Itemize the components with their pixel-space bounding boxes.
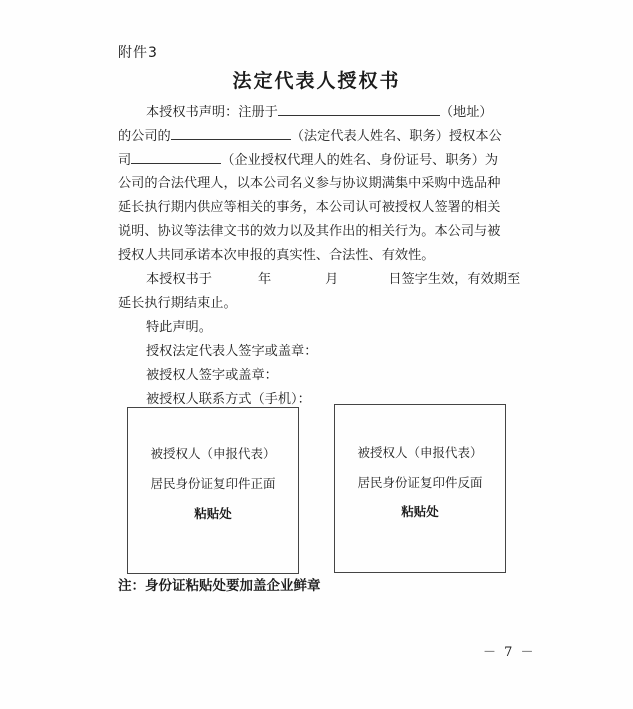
body-line: 说明、协议等法律文书的效力以及其作出的相关行为。本公司与被 [118,224,501,239]
box-line: 居民身份证复印件正面 [150,476,276,491]
body-line: 授权人共同承诺本次申报的真实性、合法性、有效性。 [118,248,435,263]
document-body [118,100,521,412]
body-text: 日签字生效，有效期至 [388,272,521,287]
box-line: 粘贴处 [194,506,232,521]
id-back-paste-box [334,404,506,573]
agent-signature: 被授权人签字或盖章： [146,368,278,383]
attachment-label: 附件3 [118,45,158,61]
box-line: 被授权人（申报代表） [150,446,276,461]
month-label: 月 [325,272,339,287]
box-line: 粘贴处 [401,504,439,519]
body-text: （地址） [439,105,493,120]
body-text: 的公司的 [118,129,171,144]
agent-contact: 被授权人联系方式（手机）： [146,392,311,407]
id-front-paste-box [127,407,299,574]
body-line [118,124,513,148]
body-text: 本授权书声明：注册于 [146,105,278,120]
body-line [118,148,513,172]
body-text: （法定代表人姓名、职务）授权本公 [290,129,502,144]
page-number: － 7 － [483,645,536,660]
special-statement: 特此声明。 [146,320,212,335]
body-line [118,100,513,124]
document-title: 法定代表人授权书 [232,70,401,92]
footnote: 注：身份证粘贴处要加盖企业鲜章 [118,578,321,594]
box-line: 居民身份证复印件反面 [357,475,483,490]
body-line: 延长执行期结束止。 [118,296,237,311]
body-text: 本授权书于 [146,272,212,287]
body-line [118,268,521,292]
year-label: 年 [257,272,272,287]
blank-legal-rep [171,124,291,140]
blank-address [278,100,440,116]
legal-rep-signature: 授权法定代表人签字或盖章： [146,344,318,359]
body-text: （企业授权代理人的姓名、身份证号、职务）为 [221,153,499,168]
box-line: 被授权人（申报代表） [357,445,483,460]
body-text: 司 [118,153,132,168]
blank-agent [131,148,221,164]
body-line: 延长执行期内供应等相关的事务，本公司认可被授权人签署的相关 [118,200,501,215]
body-line: 公司的合法代理人，以本公司名义参与协议期满集中采购中选品种 [118,176,501,191]
